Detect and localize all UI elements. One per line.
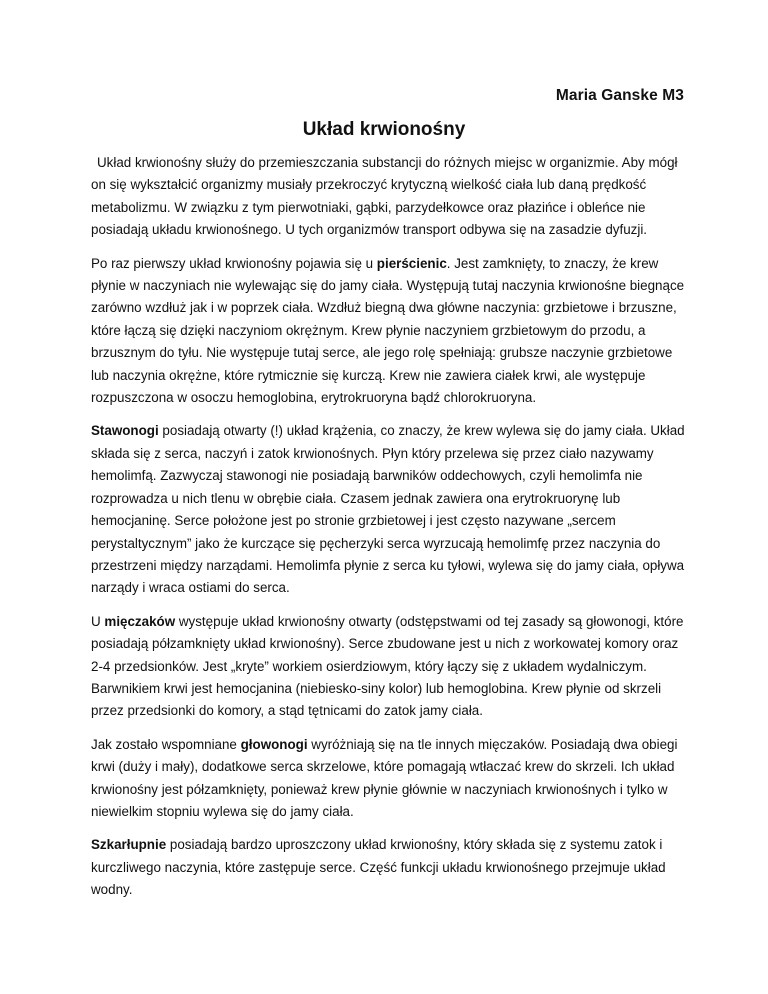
bold-term: mięczaków xyxy=(104,613,176,629)
author-name: Maria Ganske M3 xyxy=(555,87,684,104)
paragraph-text: U xyxy=(91,613,105,629)
document-title: Układ krwionośny xyxy=(302,119,466,140)
paragraph-cephalopods xyxy=(91,734,691,824)
paragraph-text: Układ krwionośny służy do przemieszczania substancji do różnych miejsc w organizmie. Aby mógł on się wykształcić organizmy musiały przekroczyć krytyczną wielkość ciała lub daną prędkość metabolizmu. W związku z tym pierwotniaki, gąbki, parzydełkowce oraz płazińce i obleńce nie posiadają układu krwionośnego. U tych organizmów transport odbywa się na zasadzie dyfuzji. xyxy=(91,155,678,238)
bold-term: Szkarłupnie xyxy=(91,837,167,853)
paragraph-text: posiadają otwarty (!) układ krążenia, co znaczy, że krew wylewa się do jamy ciała. Układ składa się z serca, naczyń i zatok krwionośnych. Płyn który przelewa się przez ciało nazywamy hemolimfą. Zazwyczaj stawonogi nie posiadają barwników oddechowych, czyli hemolimfa nie rozprowadza u nich tlenu w obrębie ciała. Czasem jednak zawiera ona erytrokruorynę lub hemocjaninę. Serce położone jest po stronie grzbietowej i jest często nazywane „sercem perystaltycznym” jako że kurczące się pęcherzyki serca wyrzucają hemolimfę przez naczynia do przestrzeni między narządami. Hemolimfa płynie z serca ku tyłowi, wylewa się do jamy ciała, opływa narządy i wraca ostiami do serca. xyxy=(91,423,685,596)
paragraph-text: posiadają bardzo uproszczony układ krwionośny, który składa się z systemu zatok i kurczliwego naczynia, które zastępuje serce. Część funkcji układu krwionośnego przejmuje układ wodny. xyxy=(91,837,666,898)
paragraph-intro xyxy=(91,152,691,242)
paragraph-echinoderms xyxy=(91,834,691,901)
paragraph-text: wyróżniają się na tle innych mięczaków. Posiadają dwa obiegi krwi (duży i mały), dodatkowe serca skrzelowe, które pomagają wtłaczać krew do skrzeli. Ich układ krwionośny jest półzamknięty, ponieważ krew płynie głównie w naczyniach krwionośnych i tylko w niewielkim stopniu wylewa się do jamy ciała. xyxy=(91,736,678,819)
bold-term: pierścienic xyxy=(376,255,447,271)
paragraph-text: Jak zostało wspomniane xyxy=(91,736,241,752)
bold-term: głowonogi xyxy=(240,736,308,752)
paragraph-text: występuje układ krwionośny otwarty (odstępstwami od tej zasady są głowonogi, które posiadają półzamknięty układ krwionośny). Serce zbudowane jest u nich z workowatej komory oraz 2-4 przedsionków. Jest „kryte” workiem osierdziowym, który łączy się z układem wydalniczym. Barwnikiem krwi jest hemocjanina (niebiesko-siny kolor) lub hemoglobina. Krew płynie od skrzeli przez przedsionki do komory, a stąd tętnicami do zatok jamy ciała. xyxy=(91,613,684,719)
paragraph-annelids xyxy=(91,253,691,410)
paragraph-molluscs xyxy=(91,611,691,723)
document-body xyxy=(91,152,691,913)
paragraph-text: Po raz pierwszy układ krwionośny pojawia się u xyxy=(91,255,377,271)
bold-term: Stawonogi xyxy=(91,423,159,439)
paragraph-text: . Jest zamknięty, to znaczy, że krew płynie w naczyniach nie wylewając się do jamy ciała. Występują tutaj naczynia krwionośne biegnące zarówno wzdłuż jak i w poprzek ciała. Wzdłuż biegną dwa główne naczynia: grzbietowe i brzuszne, które łączą się dzięki naczyniom okrężnym. Krew płynie naczyniem grzbietowym do przodu, a brzusznym do tyłu. Nie występuje tutaj serce, ale jego rolę spełniają: grubsze naczynie grzbietowe lub naczynia okrężne, które rytmicznie się kurczą. Krew nie zawiera ciałek krwi, ale występuje rozpuszczona w osoczu hemoglobina, erytrokruoryna bądź chlorokruoryna. xyxy=(91,255,685,406)
paragraph-arthropods xyxy=(91,420,691,599)
